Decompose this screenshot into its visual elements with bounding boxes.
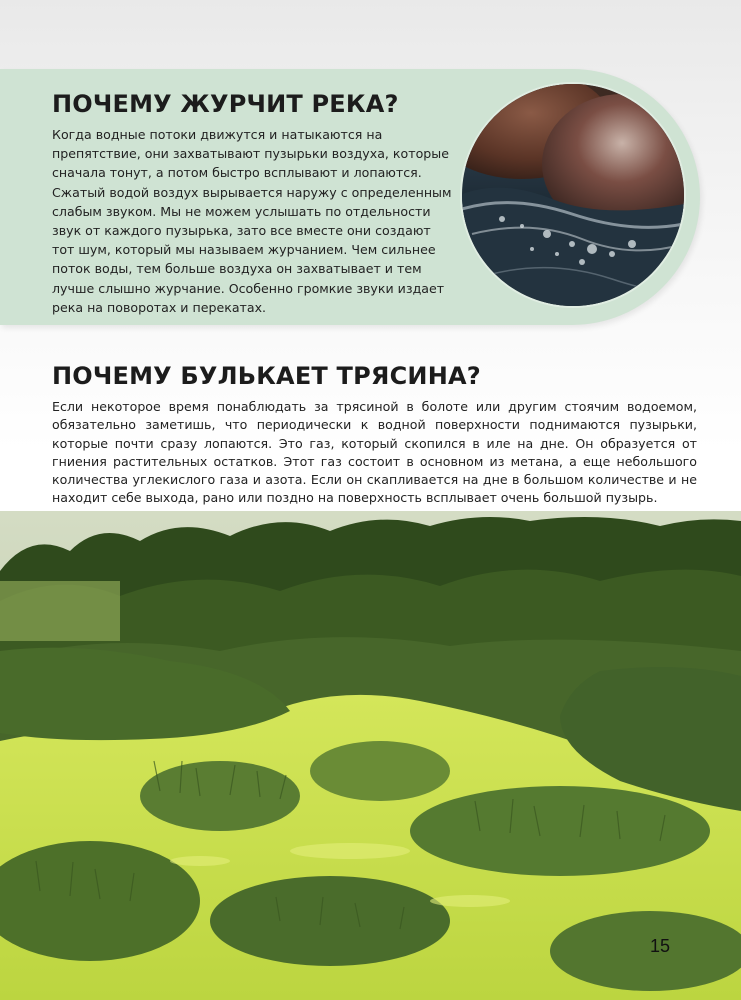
- swamp-section-title: ПОЧЕМУ БУЛЬКАЕТ ТРЯСИНА?: [52, 362, 481, 390]
- river-rapids-photo: [462, 84, 684, 306]
- page-number: 15: [650, 936, 671, 956]
- swamp-section-paragraph: Если некоторое время понаблюдать за трясиной в болоте или другим стоячим водоемом, обязательно заметишь, что периодически к водной поверхности поднимаются пузырьки, которые почти сразу лопаются. Это газ, который скопился в иле на дне. Он образуется от гниения растительных остатков. Этот газ состоит в основном из метана, а еще небольшого количества углекислого газа и азота. Если он скапливается на дне в большом количестве и не находит себе выхода, рано или поздно на поверхность всплывает очень большой пузырь.: [52, 399, 697, 506]
- river-section-title: ПОЧЕМУ ЖУРЧИТ РЕКА?: [52, 90, 399, 118]
- river-section-paragraph: Когда водные потоки движутся и натыкаются на препятствие, они захватывают пузырьки воздуха, которые сначала тонут, а потом быстро всплывают и лопаются. Сжатый водой воздух вырывается наружу с определенным слабым звуком. Мы не можем услышать по отдельности звук от каждого пузырька, зато все вместе они создают тот шум, который мы называем журчанием. Чем сильнее поток воды, тем больше воздуха он захватывает и тем лучше слышно журчание. Особенно громкие звуки издает река на поворотах и перекатах.: [52, 127, 452, 315]
- swamp-photo: [0, 511, 741, 1000]
